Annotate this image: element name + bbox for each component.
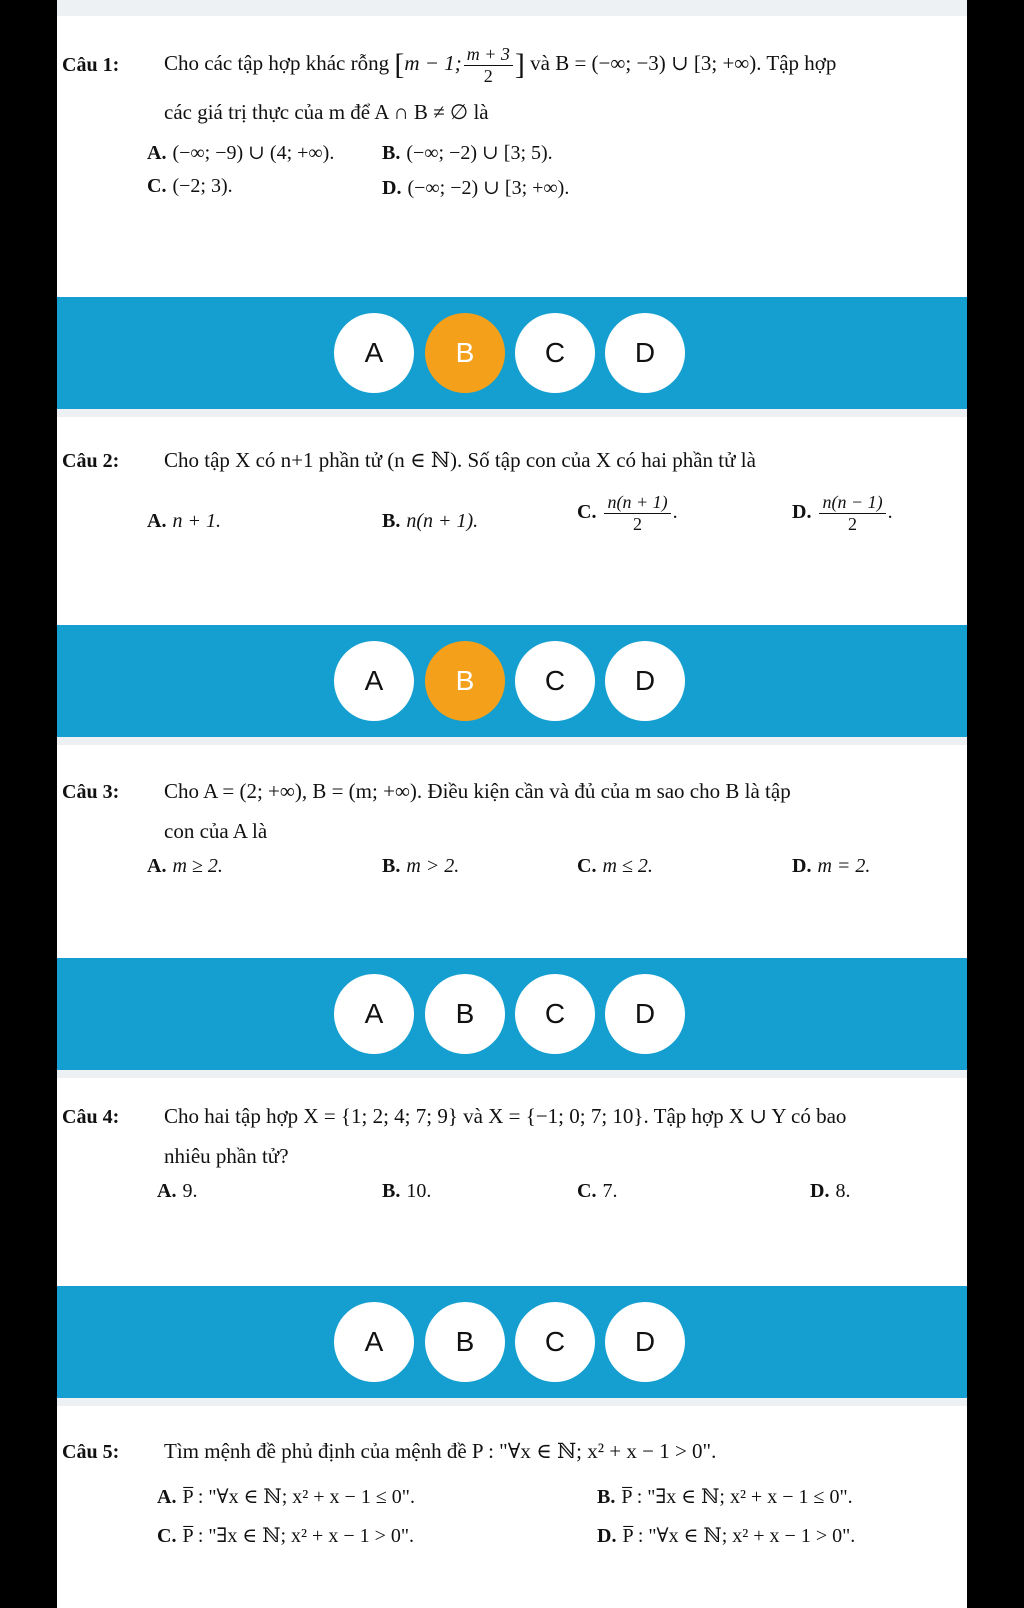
question-3 [57, 745, 967, 955]
divider [57, 1398, 967, 1406]
q5-option-d-text: P̅ : "∀x ∈ ℕ; x² + x − 1 > 0". [622, 1525, 856, 1547]
q1-answer-b-button[interactable]: B [425, 313, 505, 393]
divider [57, 409, 967, 417]
q5-option-a: A. P̅ : "∀x ∈ ℕ; x² + x − 1 ≤ 0". [157, 1486, 415, 1508]
q3-answer-b-button[interactable]: B [425, 974, 505, 1054]
q2-option-c-dot: . [672, 500, 678, 523]
q3-option-c-text: m ≤ 2. [602, 855, 653, 877]
q4-option-d-text: 8. [835, 1180, 851, 1202]
set-a-fraction [464, 44, 513, 86]
answer-band-3 [57, 958, 967, 1070]
q5-option-a-text: P̅ : "∀x ∈ ℕ; x² + x − 1 ≤ 0". [182, 1486, 415, 1508]
q2-option-a: A. n + 1. [147, 510, 221, 532]
q2-option-d-dot: . [887, 500, 893, 523]
q1-option-c: C. (−2; 3). [147, 175, 233, 197]
q3-option-b: B. m > 2. [382, 855, 460, 877]
question-1 [57, 30, 967, 290]
question-3-line-1: Cho A = (2; +∞), B = (m; +∞). Điều kiện cần và đủ của m sao cho B là tập [164, 779, 791, 803]
q3-option-a: A. m ≥ 2. [147, 855, 223, 877]
question-1-number: Câu 1: [62, 54, 120, 76]
q2-option-c-num: n(n + 1) [604, 492, 670, 514]
question-1-text-b: và B = (−∞; −3) ∪ [3; +∞). Tập hợp [530, 51, 837, 75]
q2-option-c-den: 2 [633, 513, 643, 534]
q2-option-d-den: 2 [848, 513, 858, 534]
divider [57, 1070, 967, 1078]
question-1-text-a: Cho các tập hợp khác rỗng [164, 51, 390, 75]
q2-option-d-fraction [819, 492, 885, 534]
q2-option-b-text: n(n + 1). [406, 510, 479, 532]
set-a-num: m + 3 [464, 44, 513, 66]
q2-option-a-text: n + 1. [172, 510, 221, 532]
q5-option-b-text: P̅ : "∃x ∈ ℕ; x² + x − 1 ≤ 0". [621, 1486, 853, 1508]
question-4 [57, 1078, 967, 1283]
q1-option-d: D. (−∞; −2) ∪ [3; +∞). [382, 177, 570, 199]
q4-option-a: A. 9. [157, 1180, 198, 1202]
q1-option-d-text: (−∞; −2) ∪ [3; +∞). [407, 177, 570, 199]
answer-band-1 [57, 297, 967, 409]
question-5 [57, 1406, 967, 1608]
q4-answer-d-button[interactable]: D [605, 1302, 685, 1382]
q2-answer-a-button[interactable]: A [334, 641, 414, 721]
q1-answer-d-button[interactable]: D [605, 313, 685, 393]
q1-option-a-text: (−∞; −9) ∪ (4; +∞). [172, 142, 335, 164]
q5-option-c: C. P̅ : "∃x ∈ ℕ; x² + x − 1 > 0". [157, 1525, 415, 1547]
q2-option-d-num: n(n − 1) [819, 492, 885, 514]
question-4-line-2: nhiêu phần tử? [164, 1144, 289, 1168]
q4-option-b-text: 10. [406, 1180, 432, 1202]
question-3-number: Câu 3: [62, 781, 120, 803]
q1-answer-c-button[interactable]: C [515, 313, 595, 393]
close-bracket: ] [514, 48, 525, 82]
question-5-line-1: Tìm mệnh đề phủ định của mệnh đề P : "∀x ∈ ℕ; x² + x − 1 > 0". [164, 1439, 717, 1463]
quiz-sheet [57, 0, 967, 1608]
q4-option-a-text: 9. [182, 1180, 198, 1202]
q2-option-d: D. $\frac{n(n - 1)}{2}$ . [792, 492, 893, 534]
question-5-number: Câu 5: [62, 1441, 120, 1463]
q2-option-b: B. n(n + 1). [382, 510, 479, 532]
q2-option-c-fraction [604, 492, 670, 534]
question-4-number: Câu 4: [62, 1106, 120, 1128]
q4-option-c-text: 7. [602, 1180, 618, 1202]
q2-option-c: C. $\frac{n(n + 1)}{2}$ . [577, 492, 678, 534]
q3-option-c: C. m ≤ 2. [577, 855, 653, 877]
q2-answer-c-button[interactable]: C [515, 641, 595, 721]
q4-answer-a-button[interactable]: A [334, 1302, 414, 1382]
q2-answer-d-button[interactable]: D [605, 641, 685, 721]
set-a-left: m − 1; [404, 51, 462, 75]
q1-answer-a-button[interactable]: A [334, 313, 414, 393]
q3-answer-a-button[interactable]: A [334, 974, 414, 1054]
question-2-line-1: Cho tập X có n+1 phần tử (n ∈ ℕ). Số tập con của X có hai phần tử là [164, 448, 756, 472]
q3-option-d-text: m = 2. [817, 855, 871, 877]
top-divider [57, 0, 967, 16]
q2-answer-b-button[interactable]: B [425, 641, 505, 721]
question-2-number: Câu 2: [62, 450, 120, 472]
question-1-line-1 [164, 44, 836, 86]
question-3-line-2: con của A là [164, 819, 268, 843]
q5-option-d: D. P̅ : "∀x ∈ ℕ; x² + x − 1 > 0". [597, 1525, 856, 1547]
q3-option-a-text: m ≥ 2. [172, 855, 223, 877]
q1-option-c-text: (−2; 3). [172, 175, 233, 197]
answer-band-2 [57, 625, 967, 737]
q4-answer-c-button[interactable]: C [515, 1302, 595, 1382]
q5-option-c-text: P̅ : "∃x ∈ ℕ; x² + x − 1 > 0". [182, 1525, 415, 1547]
q4-option-b: B. 10. [382, 1180, 432, 1202]
q1-option-b-text: (−∞; −2) ∪ [3; 5). [406, 142, 553, 164]
q1-option-b: B. (−∞; −2) ∪ [3; 5). [382, 142, 553, 164]
question-2 [57, 417, 967, 617]
answer-band-4 [57, 1286, 967, 1398]
question-4-line-1: Cho hai tập hợp X = {1; 2; 4; 7; 9} và X = {−1; 0; 7; 10}. Tập hợp X ∪ Y có bao [164, 1104, 847, 1128]
q4-option-d: D. 8. [810, 1180, 851, 1202]
q3-answer-d-button[interactable]: D [605, 974, 685, 1054]
q3-answer-c-button[interactable]: C [515, 974, 595, 1054]
q1-option-a: A. (−∞; −9) ∪ (4; +∞). [147, 142, 335, 164]
q4-option-c: C. 7. [577, 1180, 618, 1202]
divider [57, 737, 967, 745]
open-bracket: [ [394, 48, 405, 82]
q3-option-d: D. m = 2. [792, 855, 871, 877]
set-a-den: 2 [483, 65, 493, 86]
q4-answer-b-button[interactable]: B [425, 1302, 505, 1382]
q3-option-b-text: m > 2. [406, 855, 460, 877]
q5-option-b: B. P̅ : "∃x ∈ ℕ; x² + x − 1 ≤ 0". [597, 1486, 853, 1508]
question-1-line-2: các giá trị thực của m để A ∩ B ≠ ∅ là [164, 100, 489, 124]
